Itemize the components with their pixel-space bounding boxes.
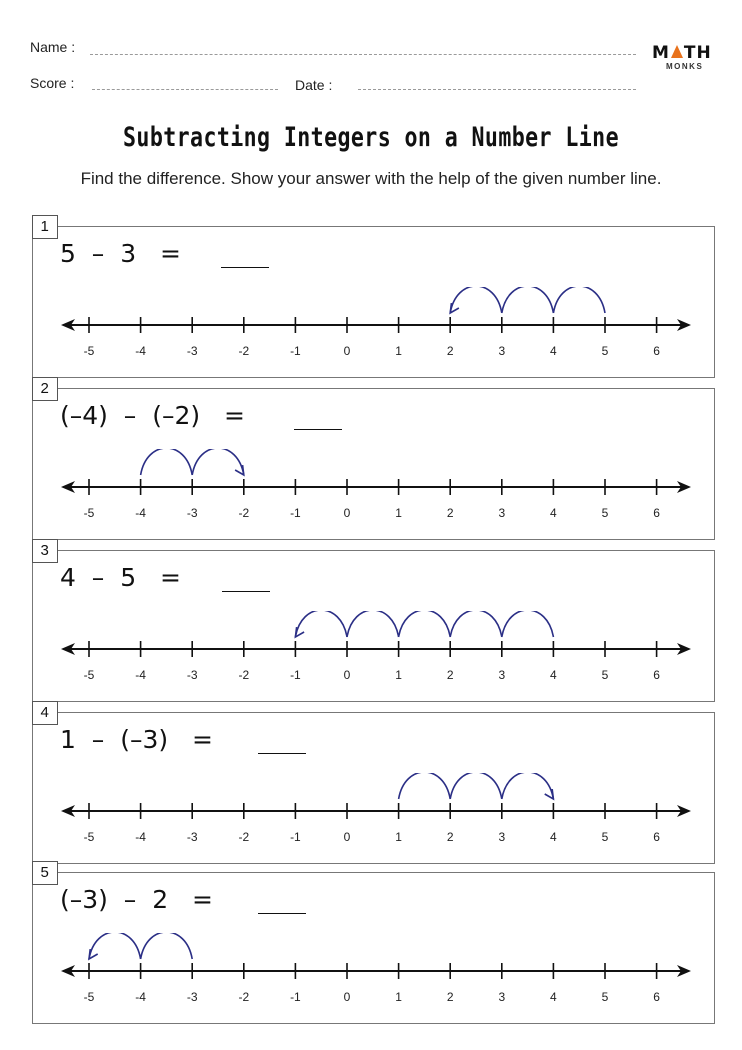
tick-label: -2 [238, 668, 250, 682]
tick-label: -2 [238, 506, 250, 520]
problem-card [32, 218, 715, 378]
tick-label: -4 [135, 506, 146, 520]
tick-label: -4 [135, 344, 146, 358]
problem-card [32, 704, 715, 864]
jump-arc [141, 933, 193, 959]
answer-blank[interactable] [221, 267, 269, 268]
jump-arc [450, 611, 502, 637]
tick-label: 1 [395, 506, 402, 520]
tick-label: 0 [343, 668, 351, 682]
tick-label: -2 [238, 990, 250, 1004]
date-label: Date : [295, 77, 333, 93]
tick-label: 6 [653, 344, 660, 358]
tick-label: 1 [395, 668, 402, 682]
score-field[interactable] [92, 89, 278, 90]
tick-label: -4 [135, 990, 146, 1004]
answer-blank[interactable] [258, 913, 306, 914]
name-field[interactable] [90, 54, 636, 55]
triangle-icon [671, 45, 683, 58]
tick-label: 6 [653, 830, 660, 844]
tick-label: 4 [550, 990, 557, 1004]
problem-card [32, 380, 715, 540]
number-line [33, 287, 716, 379]
tick-label: -1 [290, 830, 301, 844]
tick-label: 2 [446, 990, 454, 1004]
instructions: Find the difference. Show your answer with the help of the given number line. [80, 169, 662, 188]
logo-letter-m: M [652, 43, 670, 63]
arrowhead-icon [450, 303, 459, 313]
problem-number: 2 [32, 377, 58, 401]
tick-label: 5 [601, 668, 609, 682]
tick-label: 2 [446, 830, 454, 844]
jump-arc [399, 611, 451, 637]
tick-label: -5 [83, 344, 95, 358]
jump-arc [450, 773, 502, 799]
name-label: Name : [30, 39, 76, 55]
tick-label: -3 [186, 830, 198, 844]
arrowhead-icon [545, 789, 554, 799]
logo-letters-th: TH [683, 43, 712, 63]
tick-label: -4 [135, 668, 146, 682]
tick-label: 0 [343, 506, 351, 520]
logo-subtitle: MONKS [666, 62, 704, 71]
answer-blank[interactable] [222, 591, 270, 592]
tick-label: 2 [446, 668, 454, 682]
tick-label: 4 [550, 506, 557, 520]
jump-arc [399, 773, 451, 799]
tick-label: 3 [498, 668, 506, 682]
arrowhead-icon [89, 949, 98, 959]
tick-label: 5 [601, 506, 609, 520]
problem-card [32, 542, 715, 702]
problem-number: 4 [32, 701, 58, 725]
tick-label: 5 [601, 830, 609, 844]
number-line [33, 611, 716, 703]
problem-number: 3 [32, 539, 58, 563]
answer-blank[interactable] [294, 429, 342, 430]
problem-card [32, 864, 715, 1024]
arrowhead-icon [295, 627, 304, 637]
tick-label: -1 [290, 344, 301, 358]
tick-label: -2 [238, 830, 250, 844]
tick-label: -5 [83, 506, 95, 520]
tick-label: -3 [186, 668, 198, 682]
jump-arc [502, 611, 554, 637]
jump-arc [347, 611, 399, 637]
tick-label: 1 [395, 344, 402, 358]
tick-label: -1 [290, 506, 301, 520]
jump-arc [141, 449, 193, 475]
page-title: Subtracting Integers on a Number Line [123, 122, 619, 153]
tick-label: 5 [601, 344, 609, 358]
score-label: Score : [30, 75, 75, 91]
tick-label: 6 [653, 990, 660, 1004]
brand-logo [652, 44, 714, 72]
problem-expression: 4 – 5 = [60, 563, 181, 592]
tick-label: 2 [446, 344, 454, 358]
number-line [33, 449, 716, 541]
tick-label: 6 [653, 506, 660, 520]
arrowhead-icon [235, 465, 244, 475]
tick-label: 0 [343, 830, 351, 844]
tick-label: 3 [498, 344, 506, 358]
tick-label: -1 [290, 668, 301, 682]
tick-label: -5 [83, 830, 95, 844]
problem-expression: 1 – (–3) = [60, 725, 213, 754]
date-field[interactable] [358, 89, 636, 90]
problem-expression: (–3) – 2 = [60, 885, 213, 914]
tick-label: -1 [290, 990, 301, 1004]
tick-label: 4 [550, 344, 557, 358]
tick-label: 2 [446, 506, 454, 520]
tick-label: 1 [395, 830, 402, 844]
tick-label: 6 [653, 668, 660, 682]
number-line [33, 933, 716, 1025]
tick-label: -3 [186, 506, 198, 520]
tick-label: -3 [186, 990, 198, 1004]
jump-arc [502, 287, 554, 313]
tick-label: 3 [498, 990, 506, 1004]
problem-number: 1 [32, 215, 58, 239]
tick-label: -3 [186, 344, 198, 358]
tick-label: 0 [343, 990, 351, 1004]
jump-arc [553, 287, 605, 313]
number-line [33, 773, 716, 865]
tick-label: 4 [550, 830, 557, 844]
tick-label: 1 [395, 990, 402, 1004]
problem-expression: (–4) – (–2) = [60, 401, 245, 430]
tick-label: 0 [343, 344, 351, 358]
problem-expression: 5 – 3 = [60, 239, 181, 268]
problem-number: 5 [32, 861, 58, 885]
tick-label: 4 [550, 668, 557, 682]
tick-label: -5 [83, 668, 95, 682]
tick-label: 3 [498, 830, 506, 844]
tick-label: -4 [135, 830, 146, 844]
tick-label: 3 [498, 506, 506, 520]
tick-label: -2 [238, 344, 250, 358]
tick-label: -5 [83, 990, 95, 1004]
tick-label: 5 [601, 990, 609, 1004]
answer-blank[interactable] [258, 753, 306, 754]
